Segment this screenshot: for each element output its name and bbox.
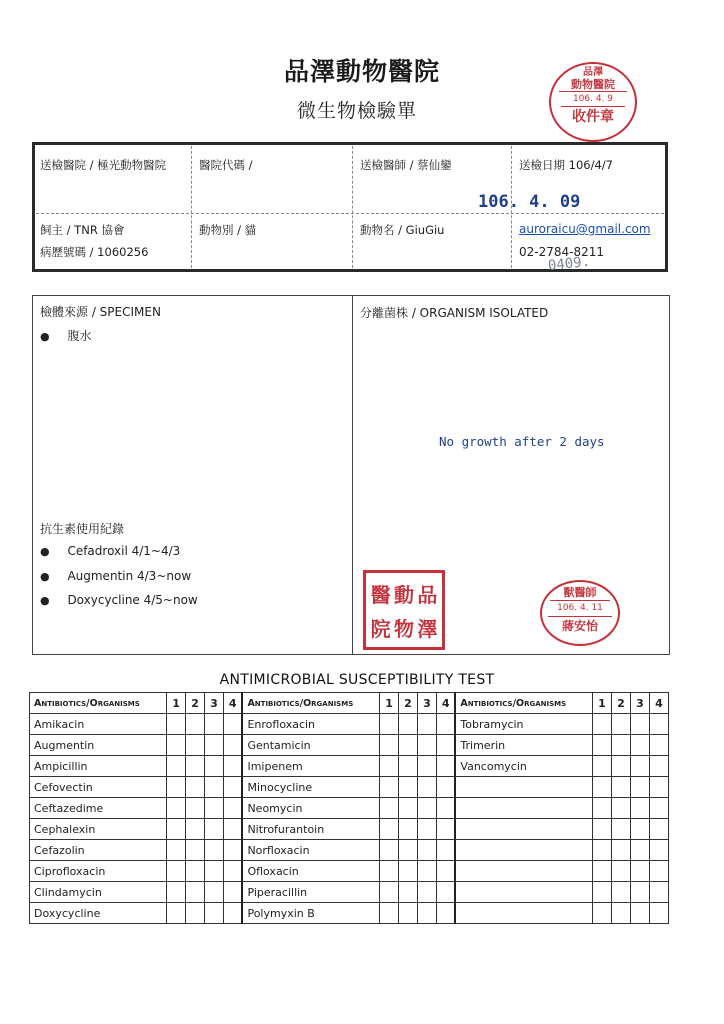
susceptibility-cell[interactable] <box>592 861 611 882</box>
susceptibility-cell[interactable] <box>186 714 205 735</box>
susceptibility-cell[interactable] <box>223 735 242 756</box>
susceptibility-cell[interactable] <box>436 714 455 735</box>
antibiotic-name: Cephalexin <box>30 819 167 840</box>
seal-char: 醫 <box>370 582 391 607</box>
susceptibility-cell[interactable] <box>592 819 611 840</box>
susceptibility-cell[interactable] <box>417 903 436 924</box>
susceptibility-cell[interactable] <box>223 840 242 861</box>
susceptibility-cell[interactable] <box>186 819 205 840</box>
susceptibility-cell[interactable] <box>630 840 649 861</box>
susceptibility-cell[interactable] <box>167 735 186 756</box>
owner: 飼主 / TNR 協會 <box>40 223 125 237</box>
susceptibility-cell[interactable] <box>167 756 186 777</box>
table-row <box>30 861 669 882</box>
susceptibility-cell[interactable] <box>380 756 399 777</box>
organism-number-header: 4 <box>436 693 455 714</box>
susceptibility-cell[interactable] <box>417 819 436 840</box>
susceptibility-cell[interactable] <box>399 861 418 882</box>
susceptibility-cell[interactable] <box>436 861 455 882</box>
table-row <box>30 819 669 840</box>
susceptibility-cell[interactable] <box>630 882 649 903</box>
table-row <box>30 756 669 777</box>
susceptibility-cell[interactable] <box>417 840 436 861</box>
susceptibility-cell[interactable] <box>436 903 455 924</box>
susceptibility-cell[interactable] <box>649 882 668 903</box>
susceptibility-cell[interactable] <box>649 714 668 735</box>
antibiotic-name: Ofloxacin <box>242 861 379 882</box>
animal-name: 動物名 / GiuGiu <box>360 223 445 237</box>
antibiotic-name: Amikacin <box>30 714 167 735</box>
susceptibility-cell[interactable] <box>380 840 399 861</box>
specimen-heading: 檢體來源 / SPECIMEN <box>40 305 161 319</box>
specimen-item <box>40 327 91 344</box>
organism-number-header: 3 <box>205 693 224 714</box>
susceptibility-cell[interactable] <box>167 882 186 903</box>
susceptibility-cell[interactable] <box>399 840 418 861</box>
susceptibility-cell[interactable] <box>417 798 436 819</box>
susceptibility-cell[interactable] <box>205 756 224 777</box>
susceptibility-cell[interactable] <box>611 840 630 861</box>
susceptibility-cell[interactable] <box>223 882 242 903</box>
antibiotic-name <box>455 861 592 882</box>
ast-column-header: Antibiotics/Organisms <box>455 693 592 714</box>
susceptibility-cell[interactable] <box>611 903 630 924</box>
susceptibility-cell[interactable] <box>167 861 186 882</box>
susceptibility-cell[interactable] <box>417 756 436 777</box>
susceptibility-cell[interactable] <box>380 882 399 903</box>
vet-stamp-title: 獸醫師 <box>550 585 610 601</box>
seal-char: 動 <box>393 582 414 607</box>
susceptibility-cell[interactable] <box>186 798 205 819</box>
received-stamp <box>549 62 637 142</box>
susceptibility-cell[interactable] <box>649 798 668 819</box>
received-stamp-label: 收件章 <box>572 109 614 125</box>
form-title: 微生物檢驗單 <box>296 100 417 122</box>
susceptibility-cell[interactable] <box>399 777 418 798</box>
susceptibility-cell[interactable] <box>649 756 668 777</box>
organism-number-header: 3 <box>417 693 436 714</box>
susceptibility-cell[interactable] <box>205 882 224 903</box>
susceptibility-cell[interactable] <box>649 777 668 798</box>
sending-hospital: 送檢醫院 / 極光動物醫院 <box>40 158 167 172</box>
susceptibility-cell[interactable] <box>167 798 186 819</box>
susceptibility-cell[interactable] <box>417 882 436 903</box>
organism-number-header: 2 <box>186 693 205 714</box>
organism-number-header: 1 <box>592 693 611 714</box>
susceptibility-cell[interactable] <box>649 819 668 840</box>
susceptibility-cell[interactable] <box>611 714 630 735</box>
antibiotic-name: Norfloxacin <box>242 840 379 861</box>
seal-char: 物 <box>393 616 414 641</box>
susceptibility-cell[interactable] <box>399 819 418 840</box>
antibiotic-name: Ceftazedime <box>30 798 167 819</box>
seal-char: 澤 <box>417 616 438 641</box>
susceptibility-cell[interactable] <box>592 756 611 777</box>
hospital-name: 品澤動物醫院 <box>283 57 440 86</box>
sending-vet: 送檢醫師 / 蔡仙鑾 <box>360 158 452 172</box>
ast-title: ANTIMICROBIAL SUSCEPTIBILITY TEST <box>219 672 495 688</box>
susceptibility-cell[interactable] <box>223 861 242 882</box>
email-link[interactable]: auroraicu@gmail.com <box>519 222 651 236</box>
bullet-icon: ● <box>40 594 50 607</box>
antibiotic-name: Polymyxin B <box>242 903 379 924</box>
susceptibility-cell[interactable] <box>205 714 224 735</box>
phone-number: 02-2784-8211 <box>519 245 605 259</box>
antibiotic-name <box>455 819 592 840</box>
organism-number-header: 1 <box>380 693 399 714</box>
susceptibility-cell[interactable] <box>380 819 399 840</box>
seal-char: 品 <box>417 582 438 607</box>
susceptibility-cell[interactable] <box>205 735 224 756</box>
hospital-seal <box>363 570 445 650</box>
vet-stamp <box>540 580 620 646</box>
antibiotic-name: Ciprofloxacin <box>30 861 167 882</box>
susceptibility-cell[interactable] <box>630 714 649 735</box>
organism-number-header: 4 <box>649 693 668 714</box>
susceptibility-cell[interactable] <box>186 861 205 882</box>
susceptibility-cell[interactable] <box>417 777 436 798</box>
susceptibility-cell[interactable] <box>630 777 649 798</box>
organism-number-header: 2 <box>399 693 418 714</box>
antibiotic-name: Augmentin <box>30 735 167 756</box>
susceptibility-cell[interactable] <box>186 903 205 924</box>
susceptibility-cell[interactable] <box>167 777 186 798</box>
antibiotic-name: Ampicillin <box>30 756 167 777</box>
susceptibility-cell[interactable] <box>186 840 205 861</box>
susceptibility-cell[interactable] <box>399 882 418 903</box>
antibiotic-history-item <box>40 593 198 607</box>
bullet-icon: ● <box>40 545 50 558</box>
susceptibility-cell[interactable] <box>417 861 436 882</box>
received-stamp-line1: 品澤 <box>583 67 603 78</box>
susceptibility-cell[interactable] <box>436 882 455 903</box>
received-date: 106. 4. 09 <box>478 192 581 212</box>
susceptibility-cell[interactable] <box>630 798 649 819</box>
antibiotic-history-item <box>40 569 191 583</box>
antibiotic-name: Cefazolin <box>30 840 167 861</box>
antibiotic-history-label: Doxycycline 4/5~now <box>67 593 198 607</box>
vet-stamp-name: 蔣安怡 <box>561 619 598 633</box>
susceptibility-cell[interactable] <box>630 903 649 924</box>
susceptibility-cell[interactable] <box>436 735 455 756</box>
organism-number-header: 3 <box>630 693 649 714</box>
susceptibility-cell[interactable] <box>611 819 630 840</box>
susceptibility-cell[interactable] <box>592 882 611 903</box>
ast-column-header: Antibiotics/Organisms <box>242 693 379 714</box>
organism-heading: 分離菌株 / ORGANISM ISOLATED <box>360 306 549 320</box>
susceptibility-cell[interactable] <box>167 903 186 924</box>
susceptibility-cell[interactable] <box>223 714 242 735</box>
bullet-icon: ● <box>40 330 50 343</box>
seal-char: 院 <box>370 616 391 641</box>
susceptibility-cell[interactable] <box>630 819 649 840</box>
susceptibility-cell[interactable] <box>167 714 186 735</box>
antibiotic-name: Gentamicin <box>242 735 379 756</box>
susceptibility-cell[interactable] <box>436 819 455 840</box>
ast-column-header: Antibiotics/Organisms <box>30 693 167 714</box>
susceptibility-cell[interactable] <box>380 798 399 819</box>
antibiotic-name <box>455 798 592 819</box>
susceptibility-cell[interactable] <box>223 777 242 798</box>
info-row-divider <box>36 213 664 214</box>
susceptibility-cell[interactable] <box>399 756 418 777</box>
susceptibility-cell[interactable] <box>611 756 630 777</box>
susceptibility-cell[interactable] <box>611 777 630 798</box>
ast-header-row <box>30 693 669 714</box>
organism-number-header: 1 <box>167 693 186 714</box>
antibiotic-name: Enrofloxacin <box>242 714 379 735</box>
susceptibility-cell[interactable] <box>611 798 630 819</box>
organism-number-header: 4 <box>223 693 242 714</box>
susceptibility-cell[interactable] <box>380 861 399 882</box>
susceptibility-cell[interactable] <box>167 840 186 861</box>
antibiotic-name <box>455 882 592 903</box>
antibiotic-name: Cefovectin <box>30 777 167 798</box>
susceptibility-cell[interactable] <box>380 777 399 798</box>
antibiotic-name: Vancomycin <box>455 756 592 777</box>
species: 動物別 / 貓 <box>199 223 257 237</box>
antibiotic-name: Imipenem <box>242 756 379 777</box>
susceptibility-cell[interactable] <box>649 735 668 756</box>
susceptibility-cell[interactable] <box>205 777 224 798</box>
antibiotic-name: Doxycycline <box>30 903 167 924</box>
table-row <box>30 903 669 924</box>
susceptibility-cell[interactable] <box>630 861 649 882</box>
susceptibility-cell[interactable] <box>649 861 668 882</box>
table-row <box>30 840 669 861</box>
antibiotic-name: Piperacillin <box>242 882 379 903</box>
susceptibility-cell[interactable] <box>592 798 611 819</box>
organism-result: No growth after 2 days <box>439 434 605 449</box>
susceptibility-cell[interactable] <box>611 735 630 756</box>
susceptibility-cell[interactable] <box>399 714 418 735</box>
susceptibility-cell[interactable] <box>186 777 205 798</box>
susceptibility-cell[interactable] <box>223 756 242 777</box>
susceptibility-cell[interactable] <box>649 903 668 924</box>
info-divider-2 <box>352 146 353 268</box>
received-stamp-date: 106. 4. 9 <box>561 92 625 107</box>
susceptibility-cell[interactable] <box>399 903 418 924</box>
info-divider-1 <box>191 146 192 268</box>
susceptibility-cell[interactable] <box>380 735 399 756</box>
susceptibility-cell[interactable] <box>399 798 418 819</box>
table-row <box>30 798 669 819</box>
susceptibility-cell[interactable] <box>436 840 455 861</box>
susceptibility-cell[interactable] <box>436 756 455 777</box>
susceptibility-cell[interactable] <box>592 735 611 756</box>
susceptibility-cell[interactable] <box>205 798 224 819</box>
record-number: 病歷號碼 / 1060256 <box>40 245 149 259</box>
susceptibility-cell[interactable] <box>611 861 630 882</box>
susceptibility-cell[interactable] <box>592 714 611 735</box>
susceptibility-cell[interactable] <box>205 819 224 840</box>
antibiotic-name: Clindamycin <box>30 882 167 903</box>
sending-date: 送檢日期 106/4/7 <box>519 158 613 172</box>
antibiotic-name <box>455 903 592 924</box>
susceptibility-cell[interactable] <box>399 735 418 756</box>
susceptibility-cell[interactable] <box>205 903 224 924</box>
table-row <box>30 735 669 756</box>
organism-number-header: 2 <box>611 693 630 714</box>
susceptibility-cell[interactable] <box>630 735 649 756</box>
susceptibility-cell[interactable] <box>205 840 224 861</box>
susceptibility-cell[interactable] <box>223 819 242 840</box>
panel-divider <box>352 295 353 655</box>
susceptibility-cell[interactable] <box>592 777 611 798</box>
antibiotic-name <box>455 840 592 861</box>
susceptibility-cell[interactable] <box>436 777 455 798</box>
susceptibility-cell[interactable] <box>417 735 436 756</box>
table-row <box>30 777 669 798</box>
table-row <box>30 882 669 903</box>
susceptibility-cell[interactable] <box>205 861 224 882</box>
antibiotic-name: Nitrofurantoin <box>242 819 379 840</box>
susceptibility-cell[interactable] <box>186 882 205 903</box>
table-row <box>30 714 669 735</box>
susceptibility-cell[interactable] <box>649 840 668 861</box>
susceptibility-cell[interactable] <box>417 714 436 735</box>
susceptibility-cell[interactable] <box>223 798 242 819</box>
susceptibility-cell[interactable] <box>223 903 242 924</box>
antibiotic-history-label: Cefadroxil 4/1~4/3 <box>67 544 181 558</box>
antibiotic-name: Tobramycin <box>455 714 592 735</box>
susceptibility-cell[interactable] <box>611 882 630 903</box>
susceptibility-cell[interactable] <box>630 756 649 777</box>
antibiotic-name <box>455 777 592 798</box>
susceptibility-cell[interactable] <box>436 798 455 819</box>
susceptibility-cell[interactable] <box>592 840 611 861</box>
hospital-code: 醫院代碼 / <box>199 158 253 172</box>
susceptibility-cell[interactable] <box>380 903 399 924</box>
susceptibility-cell[interactable] <box>186 735 205 756</box>
antibiotic-history-label: Augmentin 4/3~now <box>67 569 192 583</box>
ast-table <box>29 692 669 924</box>
susceptibility-cell[interactable] <box>186 756 205 777</box>
antibiotic-name: Trimerin <box>455 735 592 756</box>
antibiotic-name: Neomycin <box>242 798 379 819</box>
vet-stamp-date: 106. 4. 11 <box>548 601 612 617</box>
bullet-icon: ● <box>40 570 50 583</box>
received-stamp-line2: 動物醫院 <box>559 78 627 92</box>
antibiotic-history-item <box>40 544 180 558</box>
handwritten-note: 0409. <box>547 253 591 275</box>
susceptibility-cell[interactable] <box>380 714 399 735</box>
susceptibility-cell[interactable] <box>167 819 186 840</box>
specimen-item-label: 腹水 <box>67 329 92 343</box>
antibiotic-history-heading: 抗生素使用紀錄 <box>40 522 125 536</box>
antibiotic-name: Minocycline <box>242 777 379 798</box>
susceptibility-cell[interactable] <box>592 903 611 924</box>
